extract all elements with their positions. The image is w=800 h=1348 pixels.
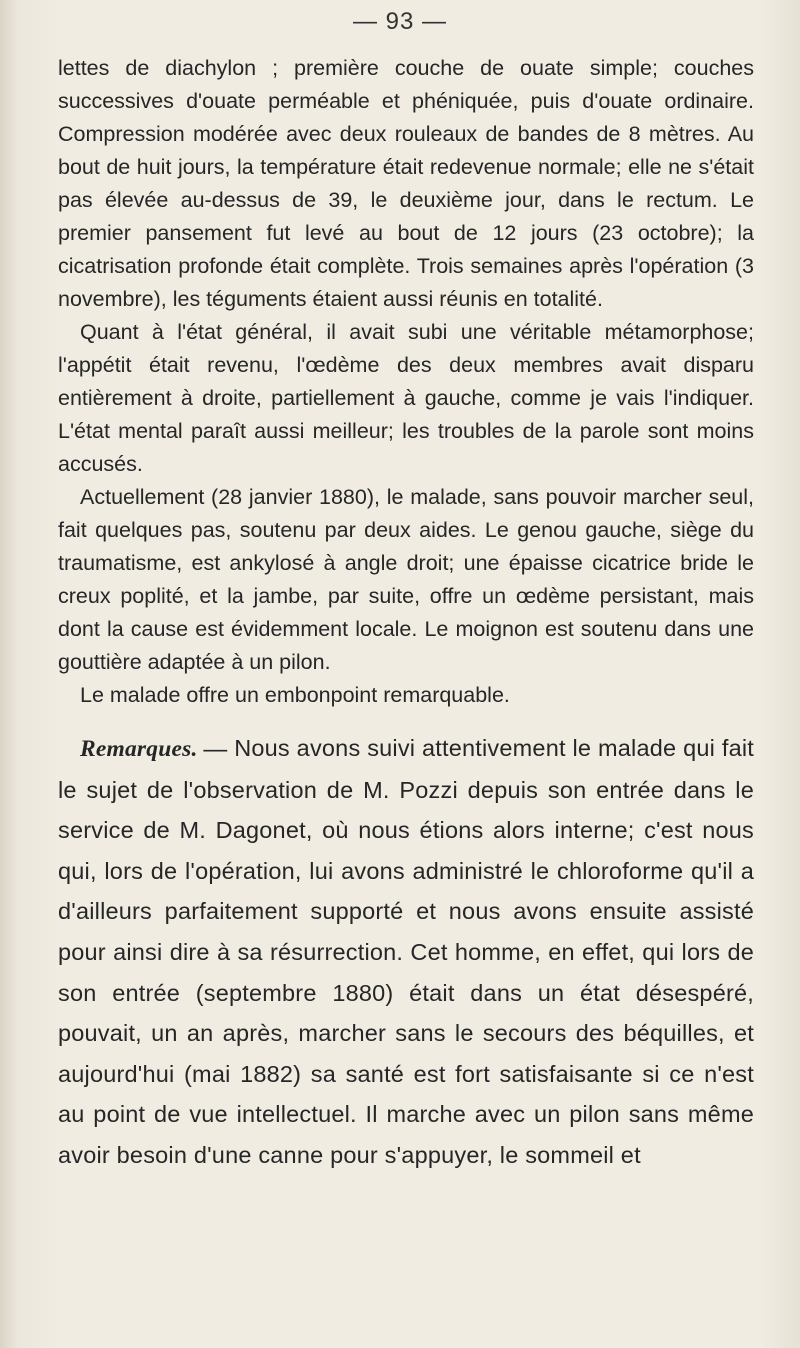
observation-text — [58, 52, 754, 712]
remarques-text: Nous avons suivi attentivement le malade qui fait le sujet de l'observation de M. Pozzi depuis son entrée dans le service de M. Dagonet, où nous étions alors interne; c'est nous qui, lors de l'opération, lui avons administré le chloroforme qu'il a d'ailleurs parfaitement supporté et nous avons ensuite assisté pour ainsi dire à sa résurrection. Cet homme, en effet, qui lors de son entrée (septembre 1880) était dans un état désespéré, pouvait, un an après, marcher sans le secours des béquilles, et aujourd'hui (mai 1882) sa santé est fort satisfaisante si ce n'est au point de vue intellectuel. Il marche avec un pilon sans même avoir besoin d'une canne pour s'appuyer, le sommeil et — [58, 735, 754, 1168]
paragraph: lettes de diachylon ; première couche de ouate simple; couches successives d'ouate perméable et phéniquée, puis d'ouate ordinaire. Compression modérée avec deux rouleaux de bandes de 8 mètres. Au bout de huit jours, la température était redevenue normale; elle ne s'était pas élevée au-dessus de 39, le deuxième jour, dans le rectum. Le premier pansement fut levé au bout de 12 jours (23 octobre); la cicatrisation profonde était complète. Trois semaines après l'opération (3 novembre), les téguments étaient aussi réunis en totalité. — [58, 56, 754, 311]
paragraph: Le malade offre un embonpoint remarquable. — [80, 683, 510, 707]
paragraph: Actuellement (28 janvier 1880), le malade, sans pouvoir marcher seul, fait quelques pas, soutenu par deux aides. Le genou gauche, siège du traumatisme, est ankylosé à angle droit; une épaisse cicatrice bride le creux poplité, et la jambe, par suite, offre un œdème persistant, mais dont la cause est évidemment locale. Le moignon est soutenu dans une gouttière adaptée à un pilon. — [58, 485, 754, 674]
remarques-section — [58, 728, 754, 1176]
remarques-heading: Remarques. — — [80, 736, 228, 762]
page-number: — 93 — — [352, 8, 448, 35]
remarques-paragraph — [58, 728, 754, 1176]
paragraph: Quant à l'état général, il avait subi une véritable métamorphose; l'appétit était revenu, l'œdème des deux membres avait disparu entièrement à droite, partiellement à gauche, comme je vais l'indiquer. L'état mental paraît aussi meilleur; les troubles de la parole sont moins accusés. — [58, 320, 754, 476]
